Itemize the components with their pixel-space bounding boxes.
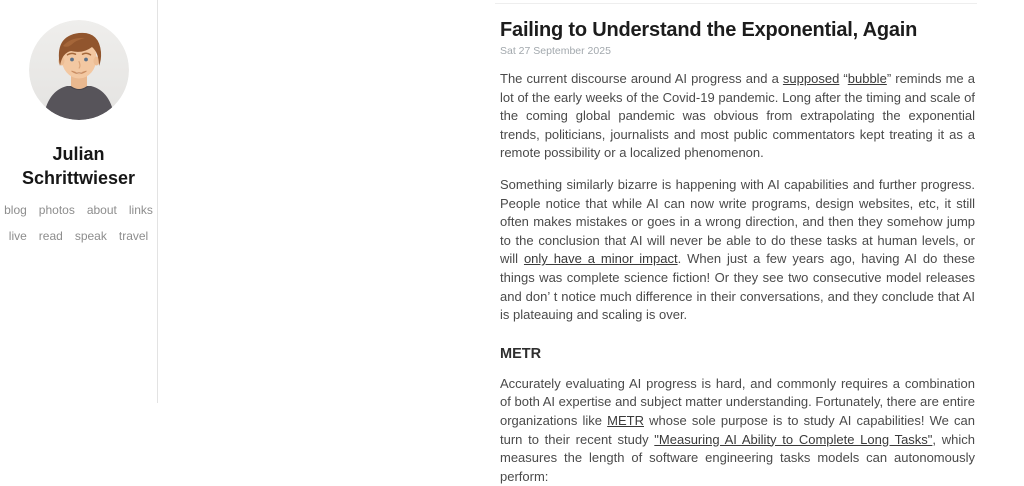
sidebar-nav-row bbox=[0, 229, 157, 243]
sidebar bbox=[0, 0, 158, 403]
article-title: Failing to Understand the Exponential, Again bbox=[500, 19, 918, 41]
article-date: Sat 27 September 2025 bbox=[500, 45, 611, 57]
portrait-photo-icon bbox=[29, 20, 129, 120]
inline-link[interactable]: only have a minor impact bbox=[523, 251, 678, 267]
sidebar-nav-row bbox=[0, 203, 157, 217]
article-body bbox=[500, 70, 975, 486]
article bbox=[495, 3, 977, 486]
paragraph bbox=[500, 176, 975, 325]
sidebar-item-speak[interactable]: speak bbox=[74, 228, 107, 243]
inline-link[interactable]: METR bbox=[607, 412, 644, 428]
text-run: , which measures the length of software engineering tasks models can autonomously perform: bbox=[500, 431, 975, 484]
text-run: whose sole purpose is to study AI capabilities! We can turn to their recent study bbox=[500, 412, 975, 447]
paragraph bbox=[500, 70, 975, 163]
inline-link[interactable]: "Measuring AI Ability to Complete Long Tasks" bbox=[654, 431, 933, 447]
text-run: Accurately evaluating AI progress is hard, and commonly requires a combination of both AI expertise and subject matter understanding. Fortunately, there are entire organizations like bbox=[500, 375, 975, 428]
text-run: Something similarly bizarre is happening with AI capabilities and further progress. People notice that while AI can now write programs, design websites, etc, it still often makes mistakes or goes in a wrong direction, and then they somehow jump to the conclusion that AI will never be able to do these tasks at human levels, or will bbox=[500, 176, 975, 267]
sidebar-item-photos[interactable]: photos bbox=[38, 202, 75, 217]
paragraph bbox=[500, 375, 975, 486]
site-owner-name: Julian Schrittwieser bbox=[21, 144, 136, 188]
sidebar-nav bbox=[0, 203, 157, 243]
section-heading: METR bbox=[500, 345, 542, 362]
sidebar-item-blog[interactable]: blog bbox=[4, 202, 27, 217]
sidebar-item-live[interactable]: live bbox=[8, 228, 27, 243]
sidebar-item-about[interactable]: about bbox=[86, 202, 117, 217]
text-run: . When just a few years ago, having AI do these things was complete science fiction! Or they see two consecutive model releases and don’ t notice much difference in their conversations, and they conclude that AI is plateauing and scaling is over. bbox=[500, 251, 976, 323]
inline-link[interactable]: bubble bbox=[847, 71, 887, 86]
text-run: “ bbox=[839, 71, 848, 86]
text-run: ” reminds me a lot of the early weeks of the Covid-19 pandemic. Long after the timing and scale of the coming global pandemic was obvious from extrapolating the exponential trends, politicians, journalists and most public commentators kept treating it as a remote possibility or a localized phenomenon. bbox=[500, 71, 975, 161]
sidebar-item-travel[interactable]: travel bbox=[118, 228, 149, 243]
sidebar-item-read[interactable]: read bbox=[38, 228, 63, 243]
avatar bbox=[29, 20, 129, 120]
inline-link[interactable]: supposed bbox=[782, 71, 840, 86]
sidebar-item-links[interactable]: links bbox=[128, 202, 153, 217]
text-run: The current discourse around AI progress and a bbox=[500, 71, 783, 86]
